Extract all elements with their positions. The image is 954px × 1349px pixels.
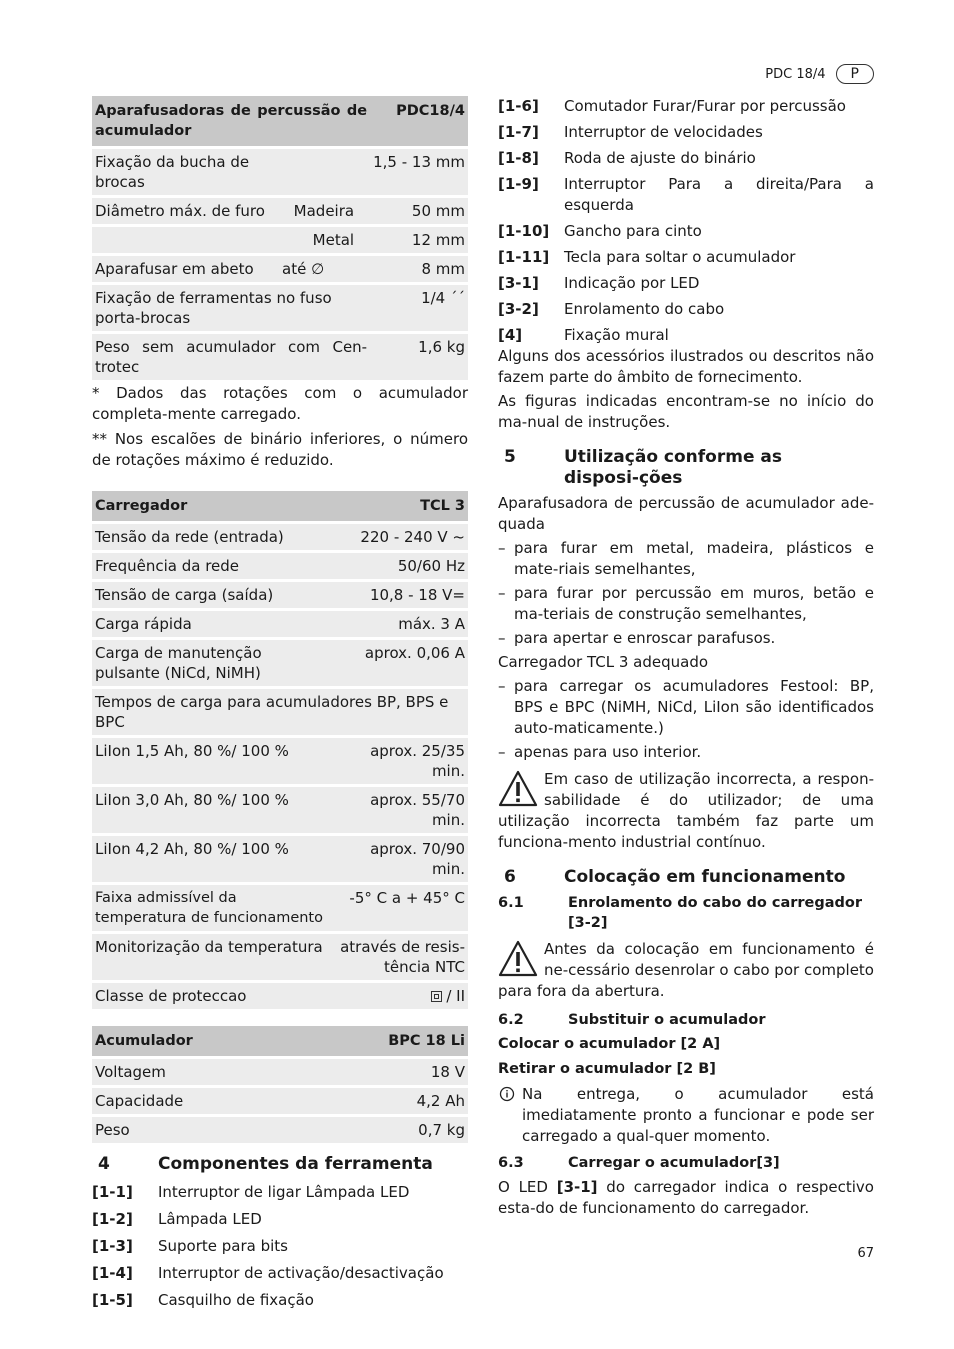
table-row bbox=[92, 148, 468, 197]
table-row bbox=[92, 884, 468, 933]
right-column bbox=[498, 96, 874, 1222]
cell: através de resis-tência NTC bbox=[332, 933, 468, 982]
subsection-number: 6.3 bbox=[498, 1155, 524, 1171]
cell: 4,2 Ah bbox=[301, 1087, 468, 1116]
table-row bbox=[92, 737, 468, 786]
charger-table-model: TCL 3 bbox=[332, 491, 468, 523]
table-row bbox=[92, 333, 468, 382]
cell: 50/60 Hz bbox=[332, 552, 468, 581]
cell: 0,7 kg bbox=[301, 1116, 468, 1145]
item-ref: [1-4] bbox=[92, 1264, 133, 1282]
item-label: Gancho para cinto bbox=[564, 222, 702, 240]
list-item-text: apenas para uso interior. bbox=[514, 743, 702, 761]
tool-spec-table bbox=[92, 96, 468, 383]
table-row bbox=[92, 639, 468, 688]
item-label: Suporte para bits bbox=[158, 1237, 288, 1255]
list-item-text: para carregar os acumuladores Festool: BP, BPS e BPC (NiMH, NiCd, LiIon são identificados auto-maticamente.) bbox=[514, 677, 874, 737]
item-ref: [1-8] bbox=[498, 149, 539, 167]
section-5-heading bbox=[498, 447, 874, 489]
info-note bbox=[498, 1084, 874, 1147]
charger-spec-table bbox=[92, 491, 468, 1012]
cell: Tensão da rede (entrada) bbox=[92, 523, 332, 552]
tool-table-model: PDC18/4 bbox=[370, 96, 468, 148]
cell: Monitorização da temperatura bbox=[92, 933, 332, 982]
list-item: – para carregar os acumuladores Festool: BP, BPS e BPC (NiMH, NiCd, LiIon são identificados auto-maticamente.) bbox=[498, 677, 874, 737]
item-label: Indicação por LED bbox=[564, 274, 700, 292]
cell: Madeira bbox=[279, 197, 370, 226]
cell bbox=[332, 982, 468, 1011]
section-title: Utilização conforme as disposi-ções bbox=[564, 447, 782, 488]
cell: Faixa admissível da temperatura de funcionamento bbox=[92, 884, 332, 933]
table-row bbox=[92, 523, 468, 552]
cell: LiIon 1,5 Ah, 80 %/ 100 % bbox=[92, 737, 332, 786]
figures-note: As figuras indicadas encontram-se no início do ma-nual de instruções. bbox=[498, 392, 874, 431]
warning-triangle-icon bbox=[498, 939, 538, 979]
subsection-number: 6.1 bbox=[498, 895, 524, 911]
components-list-left bbox=[92, 1182, 468, 1311]
cell: 12 mm bbox=[370, 226, 468, 255]
battery-table-head: Acumulador bbox=[92, 1026, 301, 1058]
subsection-6-1 bbox=[498, 893, 874, 933]
led-ref: [3-1] bbox=[556, 1178, 598, 1196]
components-list-right bbox=[498, 96, 874, 346]
warning-note bbox=[498, 939, 874, 1002]
cell: até ∅ bbox=[279, 255, 370, 284]
warning-text: Antes da colocação em funcionamento é ne-cessário desenrolar o cabo por completo para fora da abertura. bbox=[498, 940, 874, 1000]
table-row bbox=[92, 226, 468, 255]
cell: 10,8 - 18 V= bbox=[332, 581, 468, 610]
cell: Peso bbox=[92, 1116, 301, 1145]
item-label: Enrolamento do cabo bbox=[564, 300, 725, 318]
subsection-title: Carregar o acumulador[3] bbox=[568, 1155, 780, 1171]
subsection-number: 6.2 bbox=[498, 1012, 524, 1028]
model-label: PDC 18/4 bbox=[765, 66, 826, 82]
list-item-text: para furar em metal, madeira, plásticos e mate-riais semelhantes, bbox=[514, 539, 874, 578]
cell: Metal bbox=[279, 226, 370, 255]
cell: LiIon 3,0 Ah, 80 %/ 100 % bbox=[92, 786, 332, 835]
item-label: Fixação mural bbox=[564, 326, 669, 344]
item-ref: [4] bbox=[498, 326, 523, 344]
cell: 18 V bbox=[301, 1058, 468, 1087]
language-badge: P bbox=[836, 64, 874, 84]
table-row bbox=[92, 1116, 468, 1145]
charger-intro: Carregador TCL 3 adequado bbox=[498, 653, 709, 671]
remove-battery-label: Retirar o acumulador [2 B] bbox=[498, 1061, 716, 1077]
item-label: Roda de ajuste do binário bbox=[564, 149, 756, 167]
item-label: Casquilho de fixação bbox=[158, 1291, 314, 1309]
info-text: Na entrega, o acumulador está imediatamente pronto a funcionar e pode ser carregado a qual-quer momento. bbox=[522, 1085, 874, 1145]
text: do carregador indica o respectivo esta-do de funcionamento do carregador. bbox=[498, 1178, 874, 1217]
led-paragraph bbox=[498, 1177, 874, 1219]
battery-table-model: BPC 18 Li bbox=[301, 1026, 468, 1058]
item-ref: [1-10] bbox=[498, 222, 550, 240]
section-number: 4 bbox=[98, 1154, 110, 1174]
cell: LiIon 4,2 Ah, 80 %/ 100 % bbox=[92, 835, 332, 884]
cell: Diâmetro máx. de furo bbox=[92, 197, 279, 226]
intended-use-intro: Aparafusadora de percussão de acumulador ade-quada bbox=[498, 494, 874, 533]
footnote-2: ** Nos escalões de binário inferiores, o número de rotações máximo é reduzido. bbox=[92, 430, 468, 469]
list-item: – para furar em metal, madeira, plásticos e mate-riais semelhantes, bbox=[498, 539, 874, 578]
charger-table-head: Carregador bbox=[92, 491, 332, 523]
item-ref: [1-2] bbox=[92, 1210, 133, 1228]
cell: Fixação de ferramentas no fuso porta-brocas bbox=[92, 284, 370, 333]
subsection-6-2 bbox=[498, 1010, 874, 1030]
insert-battery-label: Colocar o acumulador [2 A] bbox=[498, 1036, 721, 1052]
cell: Tempos de carga para acumuladores BP, BPS e BPC bbox=[92, 688, 468, 737]
page-number: 67 bbox=[857, 1246, 874, 1261]
cell: Carga de manutenção pulsante (NiCd, NiMH) bbox=[92, 639, 332, 688]
double-insulation-icon bbox=[431, 991, 442, 1002]
item-label: Interruptor de ligar Lâmpada LED bbox=[158, 1183, 410, 1201]
cell: Frequência da rede bbox=[92, 552, 332, 581]
cell: aprox. 55/70 min. bbox=[332, 786, 468, 835]
page-header bbox=[765, 64, 874, 84]
item-label: Comutador Furar/Furar por percussão bbox=[564, 97, 846, 115]
cell: Voltagem bbox=[92, 1058, 301, 1087]
left-column bbox=[92, 96, 468, 1311]
table-row bbox=[92, 197, 468, 226]
table-row bbox=[92, 581, 468, 610]
item-label: Interruptor de velocidades bbox=[564, 123, 763, 141]
item-label: Interruptor Para a direita/Para a esquerda bbox=[564, 175, 874, 214]
cell: Tensão de carga (saída) bbox=[92, 581, 332, 610]
item-ref: [3-1] bbox=[498, 274, 539, 292]
table-row bbox=[92, 688, 468, 737]
cell: 1,5 - 13 mm bbox=[370, 148, 468, 197]
warning-note bbox=[498, 769, 874, 853]
section-4-heading bbox=[92, 1154, 468, 1174]
cell: aprox. 25/35 min. bbox=[332, 737, 468, 786]
cell: aprox. 0,06 A bbox=[332, 639, 468, 688]
item-ref: [1-6] bbox=[498, 97, 539, 115]
item-ref: [1-1] bbox=[92, 1183, 133, 1201]
subsection-title: Enrolamento do cabo do carregador [3-2] bbox=[568, 895, 863, 931]
list-item-text: para apertar e enroscar parafusos. bbox=[514, 629, 776, 647]
info-icon bbox=[498, 1084, 522, 1108]
list-item: – para furar por percussão em muros, betão e ma-teriais de construção semelhantes, bbox=[498, 584, 874, 623]
table-row bbox=[92, 255, 468, 284]
subsection-title: Substituir o acumulador bbox=[568, 1012, 766, 1028]
list-item: – apenas para uso interior. bbox=[498, 743, 702, 761]
battery-spec-table bbox=[92, 1026, 468, 1146]
cell: 1,6 kg bbox=[370, 333, 468, 382]
section-title: Componentes da ferramenta bbox=[158, 1154, 433, 1174]
section-number: 5 bbox=[504, 447, 516, 467]
item-ref: [1-3] bbox=[92, 1237, 133, 1255]
item-ref: [1-11] bbox=[498, 248, 550, 266]
table-row bbox=[92, 1058, 468, 1087]
table-row bbox=[92, 610, 468, 639]
item-ref: [1-9] bbox=[498, 175, 539, 193]
section-6-heading bbox=[498, 867, 874, 887]
item-ref: [1-7] bbox=[498, 123, 539, 141]
subsection-6-3 bbox=[498, 1153, 874, 1173]
section-title: Colocação em funcionamento bbox=[564, 867, 846, 887]
text: O LED bbox=[498, 1178, 557, 1196]
cell: Aparafusar em abeto bbox=[92, 255, 279, 284]
cell: Fixação da bucha de brocas bbox=[92, 148, 279, 197]
footnote-1: * Dados das rotações com o acumulador completa-mente carregado. bbox=[92, 384, 468, 423]
table-row bbox=[92, 1087, 468, 1116]
cell: Classe de proteccao bbox=[92, 982, 332, 1011]
cell: aprox. 70/90 min. bbox=[332, 835, 468, 884]
item-label: Tecla para soltar o acumulador bbox=[564, 248, 796, 266]
accessories-note: Alguns dos acessórios ilustrados ou descritos não fazem parte do âmbito de fornecimento. bbox=[498, 347, 874, 386]
table-row bbox=[92, 835, 468, 884]
item-ref: [1-5] bbox=[92, 1291, 133, 1309]
cell: 50 mm bbox=[370, 197, 468, 226]
list-item-text: para furar por percussão em muros, betão e ma-teriais de construção semelhantes, bbox=[514, 584, 874, 623]
cell: 8 mm bbox=[370, 255, 468, 284]
section-number: 6 bbox=[504, 867, 516, 887]
list-item: – para apertar e enroscar parafusos. bbox=[498, 629, 776, 647]
cell: 220 - 240 V ~ bbox=[332, 523, 468, 552]
cell: Capacidade bbox=[92, 1087, 301, 1116]
cell: Carga rápida bbox=[92, 610, 332, 639]
protection-class-value: / II bbox=[446, 987, 465, 1005]
tool-table-head: Aparafusadoras de percussão de acumulador bbox=[92, 96, 370, 148]
cell: -5° C a + 45° C bbox=[332, 884, 468, 933]
item-ref: [3-2] bbox=[498, 300, 539, 318]
item-label: Lâmpada LED bbox=[158, 1210, 262, 1228]
warning-triangle-icon bbox=[498, 769, 538, 809]
table-row bbox=[92, 933, 468, 982]
cell: 1/4 ´´ bbox=[370, 284, 468, 333]
warning-text: Em caso de utilização incorrecta, a respon-sabilidade é do utilizador; de uma utilização incorrecta também faz parte um funciona-mento industrial contínuo. bbox=[498, 770, 874, 851]
cell bbox=[92, 226, 279, 255]
item-label: Interruptor de activação/desactivação bbox=[158, 1264, 444, 1282]
table-row bbox=[92, 284, 468, 333]
table-row bbox=[92, 552, 468, 581]
cell: Peso sem acumulador com Cen-trotec bbox=[92, 333, 370, 382]
table-row bbox=[92, 982, 468, 1011]
table-row bbox=[92, 786, 468, 835]
cell bbox=[279, 148, 370, 197]
cell: máx. 3 A bbox=[332, 610, 468, 639]
